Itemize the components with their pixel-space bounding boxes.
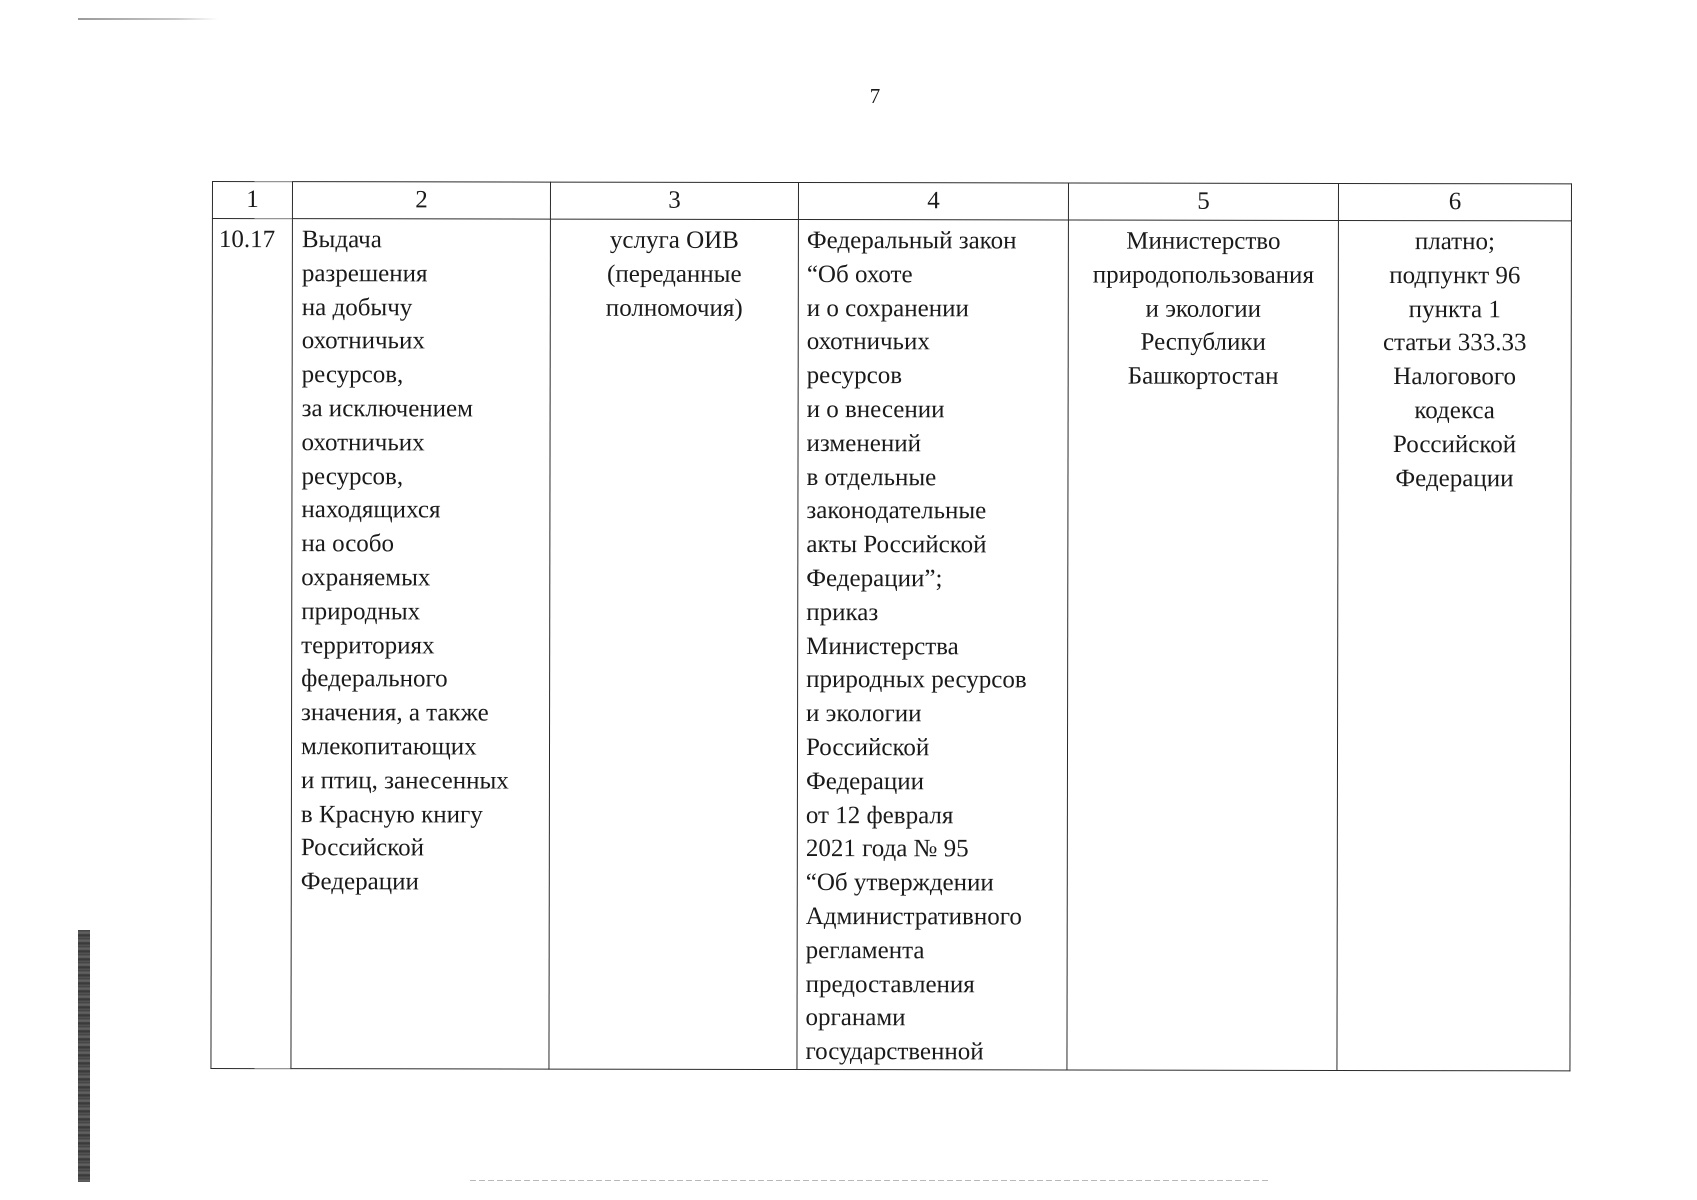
- scan-artifact-top-line: [78, 18, 218, 20]
- cell-fee: [1337, 220, 1571, 1070]
- column-header-3: 3: [550, 182, 798, 219]
- fee-text: платно; подпункт 96 пункта 1 статьи 333.33 Налогового кодекса Российской Федерации: [1382, 228, 1527, 492]
- services-table: [210, 181, 1572, 1071]
- table-header: [212, 182, 1571, 221]
- cell-authority: [1067, 220, 1338, 1070]
- table-header-row: [212, 182, 1571, 221]
- cell-row-number: [211, 219, 292, 1069]
- row-number-text: 10.17: [218, 226, 276, 254]
- page-number: 7: [869, 84, 881, 108]
- legal-basis-text: Федеральный закон “Об охоте и о сохранении охотничьих ресурсов и о внесении изменений в отдельные законодательные акты Российской Федерации”; приказ Министерства природных ресурсов и экологии Российской Федерации от 12 февраля 2021 года № 95 “Об утверждении Административного регламента предоставления органами государственной: [805, 227, 1027, 1066]
- service-name-text: Выдача разрешения на добычу охотничьих ресурсов, за исключением охотничьих ресурсов, находящихся на особо охраняемых природных территориях федерального значения, а также млекопитающих и птиц, занесенных в Красную книгу Российской Федерации: [300, 226, 509, 896]
- column-header-4: 4: [798, 183, 1068, 220]
- column-header-5: 5: [1068, 183, 1338, 220]
- cell-legal-basis: [797, 220, 1068, 1070]
- scan-artifact-left-edge: [78, 930, 90, 1182]
- scan-artifact-bottom-line: [470, 1180, 1270, 1181]
- service-type-text: услуга ОИВ (переданные полномочия): [605, 226, 743, 322]
- column-header-6: 6: [1338, 183, 1571, 220]
- cell-service-name: [291, 219, 550, 1069]
- cell-service-type: [549, 219, 798, 1069]
- column-header-1: 1: [212, 182, 292, 219]
- authority-text: Министерство природопользования и экологии Республики Башкортостан: [1092, 227, 1314, 391]
- table-row: [211, 219, 1571, 1071]
- column-header-2: 2: [292, 182, 550, 219]
